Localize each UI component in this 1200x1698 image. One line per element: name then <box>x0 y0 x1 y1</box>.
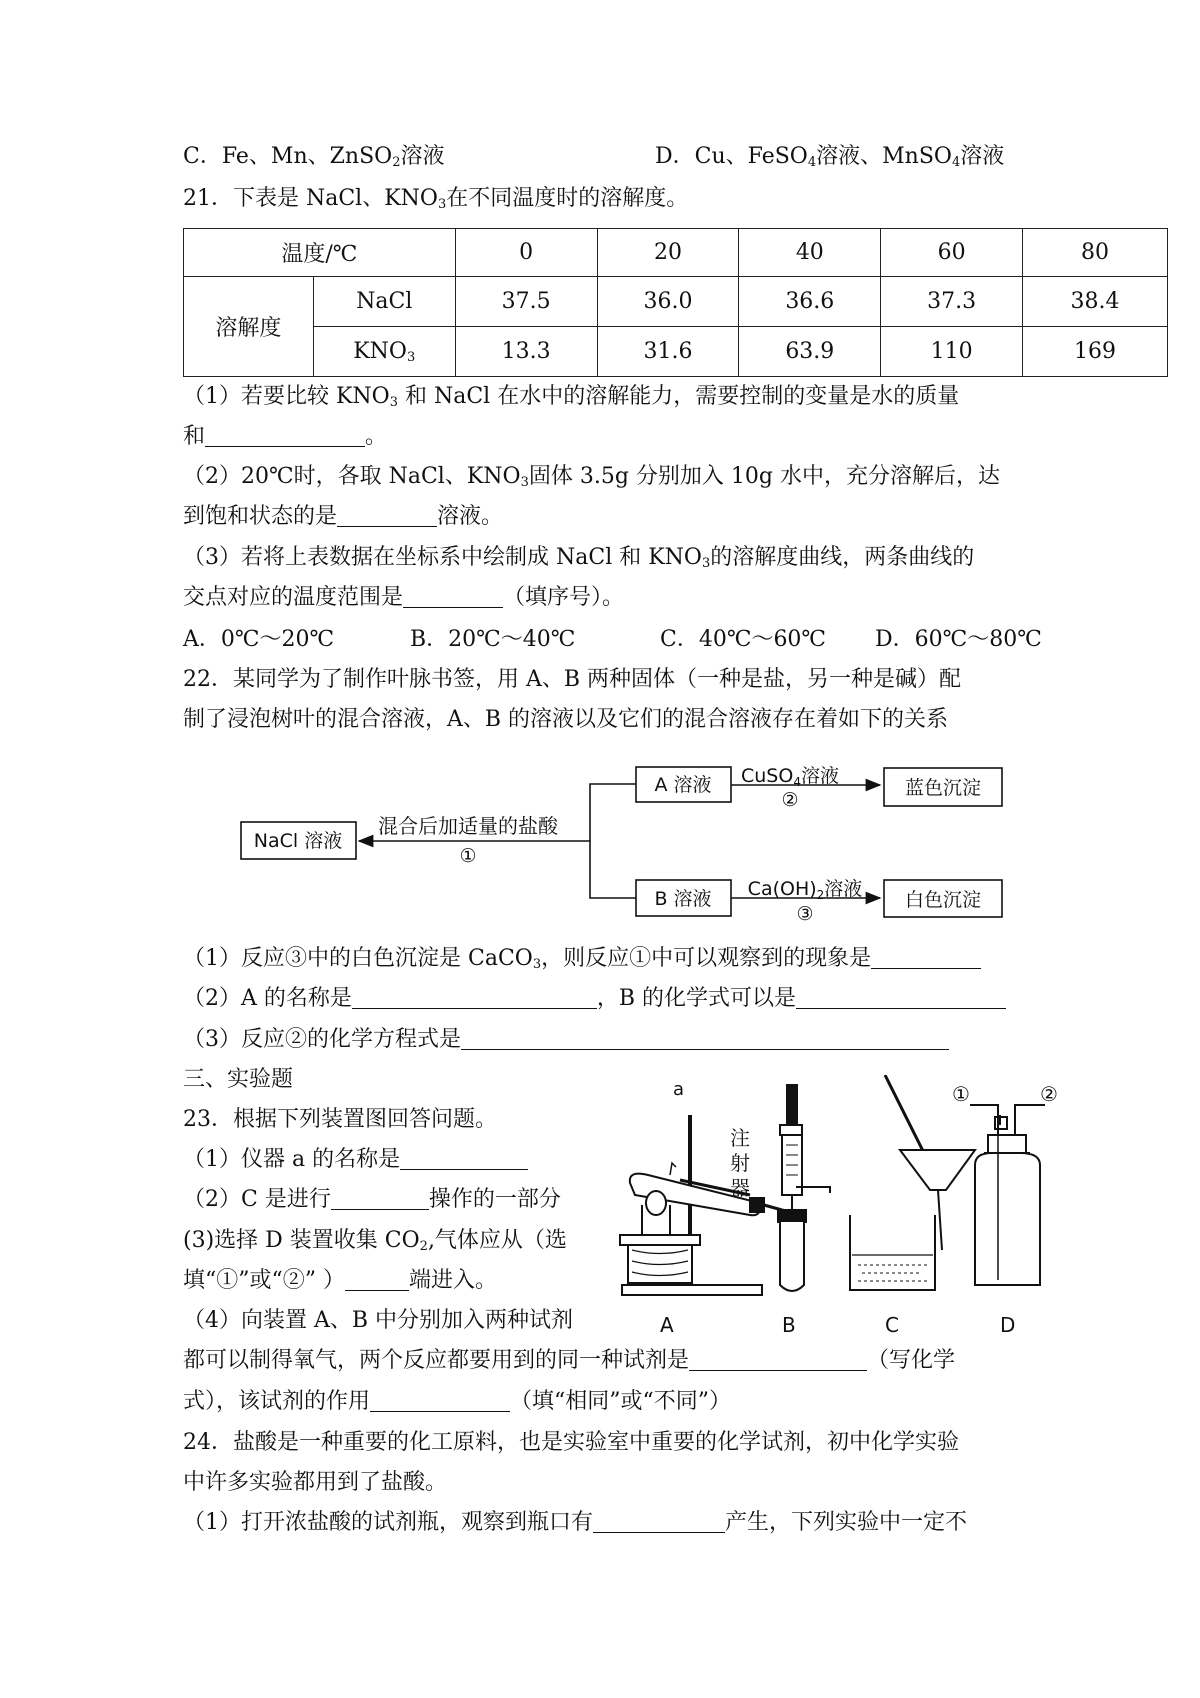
nacl-box-text: NaCl 溶液 <box>253 830 343 852</box>
answer-blank[interactable] <box>871 944 981 969</box>
q21-part1-line2: 和 。 <box>183 424 388 449</box>
apparatus-d <box>970 1105 1045 1285</box>
kno3-cell: 13.3 <box>455 327 597 377</box>
answer-blank[interactable] <box>331 1185 429 1210</box>
q21-option-d: D．60℃～80℃ <box>875 627 1042 652</box>
q24-line2: 中许多实验都用到了盐酸。 <box>183 1470 448 1495</box>
q22-part1: （1）反应③中的白色沉淀是 CaCO$_3$，则反应①中可以观察到的现象是 <box>183 943 981 975</box>
q23-part4-line1: （4）向装置 A、B 中分别加入两种试剂 <box>183 1308 574 1333</box>
caoh2-label: $Ca(OH)_2$溶液 <box>747 878 863 902</box>
apparatus-figure <box>600 1075 1160 1345</box>
kno3-cell: 110 <box>881 327 1023 377</box>
q21-part2-line1: （2）20℃时，各取 NaCl、$KNO_3$固体 3.5g 分别加入 10g 水中，充分溶解后，达 <box>183 464 1000 490</box>
kno3-cell: 169 <box>1023 327 1168 377</box>
option-d-line: D．Cu、FeSO$_4$溶液、MnSO$_4$溶液 <box>655 144 1005 170</box>
q23-part3-line1: (3)选择 D 装置收集 $CO_2$,气体应从（选 <box>183 1228 567 1254</box>
kno3-cell: 63.9 <box>739 327 881 377</box>
nacl-cell: 37.3 <box>881 277 1023 327</box>
syringe-char: 注 <box>730 1126 750 1150</box>
answer-blank[interactable] <box>796 984 1006 1009</box>
nacl-cell: 38.4 <box>1023 277 1168 327</box>
syringe-char: 器 <box>730 1176 750 1200</box>
kno3-cell: 31.6 <box>597 327 739 377</box>
cuso4-label: CuSO$_4$溶液 <box>741 765 839 789</box>
q21-option-c: C．40℃～60℃ <box>660 627 827 652</box>
figure-label-b: B <box>782 1313 796 1337</box>
reaction-2-number: ② <box>781 789 799 811</box>
apparatus-c <box>850 1075 975 1290</box>
answer-blank[interactable] <box>689 1346 867 1371</box>
label-a-small: a <box>673 1079 685 1100</box>
b-box-text: B 溶液 <box>654 888 712 910</box>
q21-part3-line2: 交点对应的温度范围是 （填序号）。 <box>183 585 625 610</box>
q21-option-b: B．20℃～40℃ <box>410 627 576 652</box>
q24-part1: （1）打开浓盐酸的试剂瓶，观察到瓶口有 产生，下列实验中一定不 <box>183 1510 968 1535</box>
apparatus-b <box>778 1085 830 1291</box>
q23-part4-line3: 式），该试剂的作用 （填“相同”或“不同”） <box>183 1389 732 1414</box>
q23-title: 23．根据下列装置图回答问题。 <box>183 1107 497 1132</box>
temp-header: 温度/℃ <box>184 229 456 277</box>
nacl-label: NaCl <box>313 277 455 327</box>
solubility-row-group: 溶解度 <box>184 277 314 377</box>
answer-blank[interactable] <box>345 1266 409 1291</box>
answer-blank[interactable] <box>370 1387 510 1412</box>
q22-part3: （3）反应②的化学方程式是 <box>183 1024 949 1056</box>
syringe-char: 射 <box>730 1151 750 1175</box>
q23-part1: （1）仪器 a 的名称是 <box>183 1144 528 1176</box>
nacl-cell: 36.6 <box>739 277 881 327</box>
q24-line1: 24．盐酸是一种重要的化工原料，也是实验室中重要的化学试剂，初中化学实验 <box>183 1430 959 1455</box>
q21-part2-line2: 到饱和状态的是 溶液。 <box>183 504 504 529</box>
q21-option-a: A．0℃～20℃ <box>183 627 335 652</box>
temp-cell: 20 <box>597 229 739 277</box>
figure-label-a: A <box>660 1313 674 1337</box>
answer-blank[interactable] <box>593 1508 725 1533</box>
apparatus-a <box>620 1115 800 1295</box>
option-c-line: C．Fe、Mn、ZnSO$_2$溶液 <box>183 144 445 170</box>
q23-part2: （2）C 是进行 操作的一部分 <box>183 1187 561 1212</box>
q22-line1: 22．某同学为了制作叶脉书签，用 A、B 两种固体（一种是盐，另一种是碱）配 <box>183 667 962 692</box>
nacl-cell: 36.0 <box>597 277 739 327</box>
figure-label-d: D <box>1000 1313 1016 1337</box>
reaction-3-number: ③ <box>796 903 814 925</box>
temp-cell: 0 <box>455 229 597 277</box>
q21-part1-line1: （1）若要比较 $KNO_3$ 和 NaCl 在水中的溶解能力，需要控制的变量是水的质量 <box>183 384 960 410</box>
figure-label-c: C <box>885 1313 899 1337</box>
section-heading: 三、实验题 <box>183 1067 294 1092</box>
q23-part3-line2: 填“①”或“②” ） 端进入。 <box>183 1268 497 1293</box>
port-2-label: ② <box>1040 1082 1058 1106</box>
q22-line2: 制了浸泡树叶的混合溶液，A、B 的溶液以及它们的混合溶液存在着如下的关系 <box>183 707 949 732</box>
q22-part2: （2）A 的名称是 ，B 的化学式可以是 <box>183 983 1006 1015</box>
reaction-1-number: ① <box>459 845 477 867</box>
nacl-cell: 37.5 <box>455 277 597 327</box>
temp-cell: 40 <box>739 229 881 277</box>
blue-box-text: 蓝色沉淀 <box>904 777 982 799</box>
temp-cell: 60 <box>881 229 1023 277</box>
branch-connector <box>590 784 636 898</box>
answer-blank[interactable] <box>352 984 597 1009</box>
answer-blank[interactable] <box>461 1025 949 1050</box>
white-box-text: 白色沉淀 <box>904 889 982 911</box>
kno3-label: $KNO_3$ <box>313 327 455 377</box>
answer-blank[interactable] <box>400 1145 528 1170</box>
q23-part4-line2: 都可以制得氧气，两个反应都要用到的同一种试剂是 （写化学 <box>183 1348 956 1373</box>
mix-hcl-label: 混合后加适量的盐酸 <box>378 814 558 838</box>
port-1-label: ① <box>952 1082 970 1106</box>
q21-part3-line1: （3）若将上表数据在坐标系中绘制成 NaCl 和 $KNO_3$的溶解度曲线，两条曲线的 <box>183 545 975 571</box>
q21-title: 21．下表是 NaCl、$KNO_3$在不同温度时的溶解度。 <box>183 186 689 212</box>
a-box-text: A 溶液 <box>654 774 712 796</box>
temp-cell: 80 <box>1023 229 1168 277</box>
